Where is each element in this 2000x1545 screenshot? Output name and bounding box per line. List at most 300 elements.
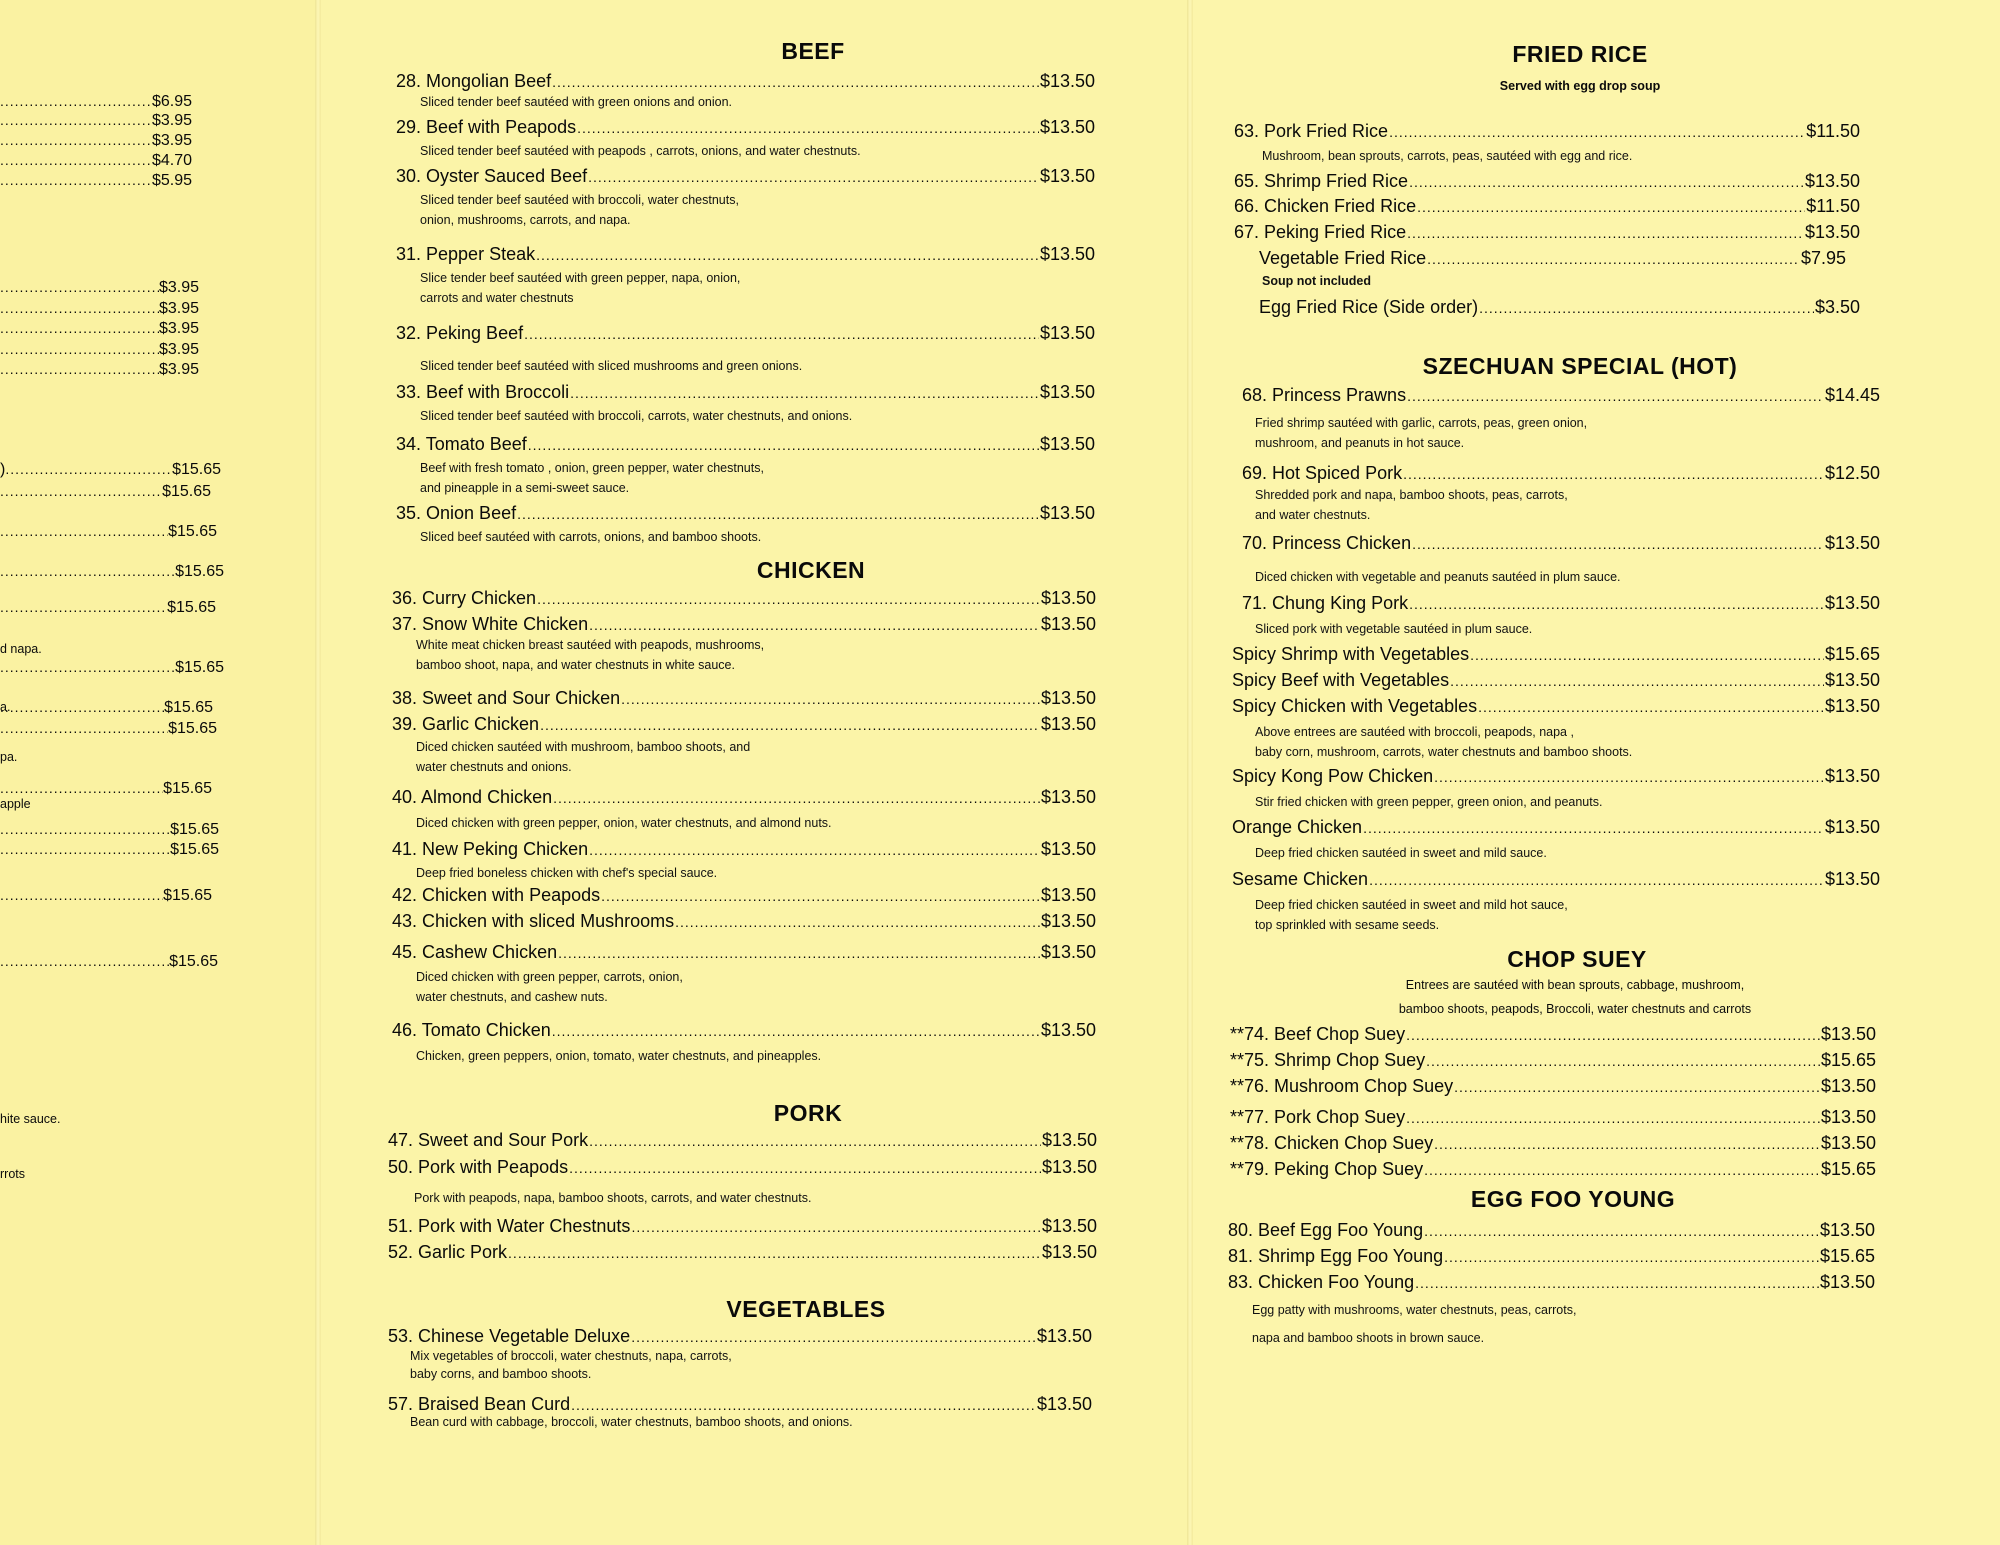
item-name: 35. Onion Beef bbox=[396, 503, 517, 523]
item-price: $15.65 bbox=[168, 720, 217, 737]
section-heading: PORK bbox=[773, 1100, 843, 1126]
item-price: $4.70 bbox=[151, 152, 192, 169]
dot-leader bbox=[0, 130, 152, 150]
item-price: $15.65 bbox=[175, 563, 224, 580]
item-name: 63. Pork Fried Rice bbox=[1234, 121, 1389, 141]
item-name: 47. Sweet and Sour Pork bbox=[388, 1130, 589, 1150]
item-price: $15.65 bbox=[168, 523, 217, 540]
item-name: Vegetable Fried Rice bbox=[1259, 248, 1427, 268]
cropped-description-fragment: d napa. bbox=[0, 642, 42, 656]
item-price: $14.45 bbox=[1824, 385, 1880, 405]
item-name: 57. Braised Bean Curd bbox=[388, 1394, 571, 1414]
item-price: $5.95 bbox=[151, 172, 192, 189]
item-name: Spicy Chicken with Vegetables bbox=[1232, 696, 1478, 716]
cropped-menu-row bbox=[0, 885, 212, 906]
menu-item-36-curry-chicken bbox=[392, 587, 1096, 610]
dot-leader bbox=[0, 150, 152, 170]
item-description: Sliced tender beef sautéed with broccoli, water chestnuts, bbox=[420, 193, 739, 207]
dot-leader bbox=[0, 561, 175, 581]
item-description: Stir fried chicken with green pepper, green onion, and peanuts. bbox=[1255, 795, 1603, 809]
item-price: $13.50 bbox=[1039, 244, 1095, 264]
dot-leader bbox=[1450, 670, 1824, 692]
menu-item-57-braised-bean-curd bbox=[388, 1393, 1092, 1416]
item-price: $3.50 bbox=[1814, 297, 1860, 317]
menu-item-68-princess-prawns bbox=[1242, 384, 1880, 407]
item-name: 33. Beef with Broccoli bbox=[396, 382, 570, 402]
item-price: $13.50 bbox=[1041, 1216, 1097, 1236]
item-name: **79. Peking Chop Suey bbox=[1230, 1159, 1424, 1179]
item-name: 30. Oyster Sauced Beef bbox=[396, 166, 588, 186]
item-price: $13.50 bbox=[1040, 714, 1096, 734]
dot-leader bbox=[536, 244, 1039, 266]
item-name: 53. Chinese Vegetable Deluxe bbox=[388, 1326, 631, 1346]
item-price: $13.50 bbox=[1824, 696, 1880, 716]
item-description: and pineapple in a semi-sweet sauce. bbox=[420, 481, 630, 495]
section-intro: Entrees are sautéed with bean sprouts, cabbage, mushroom, bbox=[1405, 978, 1745, 992]
cropped-menu-row bbox=[0, 521, 217, 542]
section-heading: SZECHUAN SPECIAL (HOT) bbox=[1422, 353, 1738, 379]
item-price: $3.95 bbox=[158, 279, 199, 296]
dot-leader bbox=[570, 382, 1039, 404]
dot-leader bbox=[1369, 869, 1824, 891]
item-price: $13.50 bbox=[1820, 1133, 1876, 1153]
item-name: 69. Hot Spiced Pork bbox=[1242, 463, 1403, 483]
item-name: Spicy Shrimp with Vegetables bbox=[1232, 644, 1470, 664]
dot-leader bbox=[589, 614, 1040, 636]
dot-leader bbox=[552, 1020, 1040, 1042]
item-price: $13.50 bbox=[1041, 1157, 1097, 1177]
menu-item-70-princess-chicken bbox=[1242, 532, 1880, 555]
item-description: Deep fried boneless chicken with chef's special sauce. bbox=[416, 866, 718, 880]
menu-item-spicy-beef-with-vegetables bbox=[1232, 669, 1880, 692]
dot-leader bbox=[540, 714, 1040, 736]
item-price: $11.50 bbox=[1806, 121, 1860, 141]
dot-leader bbox=[1363, 817, 1824, 839]
cropped-menu-row bbox=[0, 318, 199, 339]
item-description: Sliced tender beef sautéed with broccoli, carrots, water chestnuts, and onions. bbox=[420, 409, 853, 423]
menu-item-30-oyster-sauced-beef bbox=[396, 165, 1095, 188]
item-name: 71. Chung King Pork bbox=[1242, 593, 1409, 613]
item-name: 83. Chicken Foo Young bbox=[1228, 1272, 1415, 1292]
dot-leader bbox=[1434, 1133, 1820, 1155]
menu-item-31-pepper-steak bbox=[396, 243, 1095, 266]
item-price: $3.95 bbox=[158, 320, 199, 337]
menu-item-32-peking-beef bbox=[396, 322, 1095, 345]
dot-leader bbox=[1454, 1076, 1820, 1098]
item-price: $13.50 bbox=[1040, 688, 1096, 708]
item-price: $13.50 bbox=[1820, 1024, 1876, 1044]
dot-leader bbox=[0, 277, 159, 297]
menu-item-74-beef-chop-suey bbox=[1230, 1023, 1876, 1046]
item-name: 68. Princess Prawns bbox=[1242, 385, 1407, 405]
item-name: 41. New Peking Chicken bbox=[392, 839, 589, 859]
item-description: Fried shrimp sautéed with garlic, carrots, peas, green onion, bbox=[1255, 416, 1588, 430]
item-name: 29. Beef with Peapods bbox=[396, 117, 577, 137]
item-price: $13.50 bbox=[1819, 1220, 1875, 1240]
section-heading: CHOP SUEY bbox=[1507, 946, 1647, 972]
dot-leader bbox=[1470, 644, 1824, 666]
item-name: 36. Curry Chicken bbox=[392, 588, 537, 608]
item-price: $13.50 bbox=[1040, 614, 1096, 634]
dot-leader bbox=[588, 166, 1039, 188]
item-price: $15.65 bbox=[1819, 1246, 1875, 1266]
menu-item-81-shrimp-egg-foo-young bbox=[1228, 1245, 1875, 1268]
item-price: $13.50 bbox=[1040, 839, 1096, 859]
dot-leader bbox=[0, 318, 159, 338]
item-price: $13.50 bbox=[1039, 71, 1095, 91]
menu-item-38-sweet-and-sour-chicken bbox=[392, 687, 1096, 710]
dot-leader bbox=[0, 697, 164, 717]
cropped-description-fragment: rrots bbox=[0, 1167, 25, 1181]
dot-leader bbox=[508, 1242, 1041, 1264]
cropped-description-fragment: apple bbox=[0, 797, 31, 811]
cropped-menu-row bbox=[0, 951, 218, 972]
item-description: top sprinkled with sesame seeds. bbox=[1255, 918, 1440, 932]
item-price: $15.65 bbox=[1820, 1159, 1876, 1179]
section-subheading: Served with egg drop soup bbox=[1499, 79, 1661, 93]
item-name: 42. Chicken with Peapods bbox=[392, 885, 601, 905]
item-price: $13.50 bbox=[1804, 222, 1860, 242]
item-description: Slice tender beef sautéed with green pepper, napa, onion, bbox=[420, 271, 741, 285]
menu-item-75-shrimp-chop-suey bbox=[1230, 1049, 1876, 1072]
menu-item-45-cashew-chicken bbox=[392, 941, 1096, 964]
item-description: Above entrees are sautéed with broccoli, peapods, napa , bbox=[1255, 725, 1574, 739]
item-name: 81. Shrimp Egg Foo Young bbox=[1228, 1246, 1444, 1266]
dot-leader bbox=[1403, 463, 1824, 485]
item-description: bamboo shoot, napa, and water chestnuts in white sauce. bbox=[416, 658, 735, 672]
cropped-description-fragment: a. bbox=[0, 700, 11, 714]
dot-leader bbox=[0, 718, 168, 738]
item-description: Pork with peapods, napa, bamboo shoots, carrots, and water chestnuts. bbox=[414, 1191, 812, 1205]
menu-item-71-chung-king-pork bbox=[1242, 592, 1880, 615]
menu-item-spicy-shrimp-with-vegetables bbox=[1232, 643, 1880, 666]
dot-leader bbox=[0, 339, 159, 359]
item-price: $13.50 bbox=[1039, 117, 1095, 137]
menu-item-33-beef-with-broccoli bbox=[396, 381, 1095, 404]
item-price: $11.50 bbox=[1806, 196, 1860, 216]
dot-leader bbox=[621, 688, 1040, 710]
item-description: Mix vegetables of broccoli, water chestnuts, napa, carrots, bbox=[410, 1349, 732, 1363]
dot-leader bbox=[0, 521, 168, 541]
item-name: 38. Sweet and Sour Chicken bbox=[392, 688, 621, 708]
menu-item-80-beef-egg-foo-young bbox=[1228, 1219, 1875, 1242]
cropped-menu-row bbox=[0, 778, 212, 799]
menu-item-spicy-chicken-with-vegetables bbox=[1232, 695, 1880, 718]
dot-leader bbox=[0, 657, 175, 677]
menu-item-vegetable-fried-rice bbox=[1259, 247, 1846, 270]
item-price: $3.95 bbox=[158, 361, 199, 378]
menu-item-67-peking-fried-rice bbox=[1234, 221, 1860, 244]
dot-leader bbox=[517, 503, 1039, 525]
dot-leader bbox=[1434, 766, 1824, 788]
dot-leader bbox=[0, 885, 163, 905]
menu-item-28-mongolian-beef bbox=[396, 70, 1095, 93]
item-description: Shredded pork and napa, bamboo shoots, peas, carrots, bbox=[1255, 488, 1568, 502]
dot-leader bbox=[0, 298, 159, 318]
cropped-menu-row bbox=[0, 150, 192, 171]
dot-leader bbox=[0, 110, 152, 130]
menu-item-63-pork-fried-rice bbox=[1234, 120, 1860, 143]
dot-leader bbox=[675, 911, 1040, 933]
cropped-menu-row bbox=[0, 91, 192, 112]
menu-item-46-tomato-chicken bbox=[392, 1019, 1096, 1042]
item-description: Deep fried chicken sautéed in sweet and mild hot sauce, bbox=[1255, 898, 1568, 912]
item-price: $15.65 bbox=[167, 599, 216, 616]
item-price: $3.95 bbox=[151, 112, 192, 129]
dot-leader bbox=[0, 170, 152, 190]
menu-item-egg-fried-rice-side-order bbox=[1259, 296, 1860, 319]
dot-leader bbox=[1407, 222, 1804, 244]
item-price: $13.50 bbox=[1824, 766, 1880, 786]
item-name: **77. Pork Chop Suey bbox=[1230, 1107, 1406, 1127]
dot-leader bbox=[0, 839, 170, 859]
item-name: Spicy Beef with Vegetables bbox=[1232, 670, 1450, 690]
cropped-menu-row bbox=[0, 130, 192, 151]
dot-leader bbox=[1426, 1050, 1820, 1072]
cropped-item-fragment: ) bbox=[0, 461, 6, 478]
menu-item-76-mushroom-chop-suey bbox=[1230, 1075, 1876, 1098]
menu-item-sesame-chicken bbox=[1232, 868, 1880, 891]
cropped-description-fragment: pa. bbox=[0, 750, 18, 764]
item-price: $13.50 bbox=[1041, 1130, 1097, 1150]
item-name: 46. Tomato Chicken bbox=[392, 1020, 551, 1040]
dot-leader bbox=[0, 91, 152, 111]
section-heading: EGG FOO YOUNG bbox=[1470, 1186, 1676, 1212]
item-price: $15.65 bbox=[175, 659, 224, 676]
dot-leader bbox=[631, 1216, 1041, 1238]
dot-leader bbox=[1424, 1220, 1819, 1242]
item-price: $15.65 bbox=[164, 699, 213, 716]
item-description: water chestnuts, and cashew nuts. bbox=[416, 990, 608, 1004]
item-name: 65. Shrimp Fried Rice bbox=[1234, 171, 1409, 191]
item-name: 70. Princess Chicken bbox=[1242, 533, 1412, 553]
item-name: 66. Chicken Fried Rice bbox=[1234, 196, 1417, 216]
dot-leader bbox=[571, 1394, 1036, 1416]
item-description: Chicken, green peppers, onion, tomato, water chestnuts, and pineapples. bbox=[416, 1049, 822, 1063]
item-name: 50. Pork with Peapods bbox=[388, 1157, 569, 1177]
item-price: $15.65 bbox=[1820, 1050, 1876, 1070]
dot-leader bbox=[589, 1130, 1041, 1152]
item-price: $12.50 bbox=[1824, 463, 1880, 483]
dot-leader bbox=[601, 885, 1040, 907]
menu-item-42-chicken-with-peapods bbox=[392, 884, 1096, 907]
item-price: $15.65 bbox=[163, 780, 212, 797]
dot-leader bbox=[528, 434, 1039, 456]
dot-leader bbox=[1444, 1246, 1819, 1268]
item-name: 40. Almond Chicken bbox=[392, 787, 553, 807]
dot-leader bbox=[537, 588, 1040, 610]
cropped-menu-row bbox=[0, 697, 213, 718]
item-name: 34. Tomato Beef bbox=[396, 434, 527, 454]
item-price: $15.65 bbox=[163, 887, 212, 904]
section-heading: CHICKEN bbox=[756, 557, 866, 583]
item-price: $13.50 bbox=[1040, 787, 1096, 807]
dot-leader bbox=[569, 1157, 1041, 1179]
item-price: $13.50 bbox=[1040, 885, 1096, 905]
dot-leader bbox=[524, 323, 1039, 345]
menu-item-41-new-peking-chicken bbox=[392, 838, 1096, 861]
item-price: $13.50 bbox=[1039, 166, 1095, 186]
item-description: Diced chicken sautéed with mushroom, bamboo shoots, and bbox=[416, 740, 751, 754]
dot-leader bbox=[1406, 1107, 1820, 1129]
item-price: $13.50 bbox=[1824, 817, 1880, 837]
item-description: mushroom, and peanuts in hot sauce. bbox=[1255, 436, 1465, 450]
cropped-menu-row bbox=[0, 819, 219, 840]
cropped-menu-row bbox=[0, 359, 199, 380]
item-price: $13.50 bbox=[1039, 434, 1095, 454]
item-price: $3.95 bbox=[158, 341, 199, 358]
menu-item-37-snow-white-chicken bbox=[392, 613, 1096, 636]
menu-item-83-chicken-foo-young bbox=[1228, 1271, 1875, 1294]
dot-leader bbox=[1407, 385, 1824, 407]
cropped-description-fragment: hite sauce. bbox=[0, 1112, 61, 1126]
item-description: Diced chicken with green pepper, onion, water chestnuts, and almond nuts. bbox=[416, 816, 832, 830]
item-description: Deep fried chicken sautéed in sweet and mild sauce. bbox=[1255, 846, 1547, 860]
item-price: $13.50 bbox=[1040, 942, 1096, 962]
item-price: $15.65 bbox=[170, 821, 219, 838]
item-name: 31. Pepper Steak bbox=[396, 244, 536, 264]
menu-item-29-beef-with-peapods bbox=[396, 116, 1095, 139]
item-description: napa and bamboo shoots in brown sauce. bbox=[1252, 1331, 1485, 1345]
menu-item-53-chinese-vegetable-deluxe bbox=[388, 1325, 1092, 1348]
dot-leader bbox=[589, 839, 1040, 861]
cropped-menu-row bbox=[0, 839, 219, 860]
page-fold bbox=[315, 0, 321, 1545]
item-price: $13.50 bbox=[1039, 323, 1095, 343]
item-description: Sliced beef sautéed with carrots, onions, and bamboo shoots. bbox=[420, 530, 762, 544]
cropped-menu-row bbox=[0, 277, 199, 298]
left-panel bbox=[0, 0, 318, 1545]
section-heading: BEEF bbox=[781, 38, 845, 64]
item-name: 45. Cashew Chicken bbox=[392, 942, 558, 962]
cropped-menu-row bbox=[0, 298, 199, 319]
item-price: $13.50 bbox=[1824, 593, 1880, 613]
dot-leader bbox=[0, 951, 169, 971]
item-name: Sesame Chicken bbox=[1232, 869, 1369, 889]
item-price: $15.65 bbox=[1824, 644, 1880, 664]
item-price: $13.50 bbox=[1036, 1326, 1092, 1346]
item-price: $13.50 bbox=[1824, 533, 1880, 553]
item-name: **78. Chicken Chop Suey bbox=[1230, 1133, 1434, 1153]
dot-leader bbox=[558, 942, 1040, 964]
item-description: baby corns, and bamboo shoots. bbox=[410, 1367, 592, 1381]
item-name: 51. Pork with Water Chestnuts bbox=[388, 1216, 631, 1236]
item-description: baby corn, mushroom, carrots, water chestnuts and bamboo shoots. bbox=[1255, 745, 1633, 759]
item-description: Sliced tender beef sautéed with green onions and onion. bbox=[420, 95, 733, 109]
dot-leader bbox=[1424, 1159, 1820, 1181]
item-description: water chestnuts and onions. bbox=[416, 760, 572, 774]
cropped-menu-row bbox=[0, 657, 224, 678]
dot-leader bbox=[1406, 1024, 1820, 1046]
dot-leader bbox=[0, 819, 170, 839]
dot-leader bbox=[1417, 196, 1805, 218]
menu-item-47-sweet-and-sour-pork bbox=[388, 1129, 1097, 1152]
menu-item-78-chicken-chop-suey bbox=[1230, 1132, 1876, 1155]
dot-leader bbox=[1479, 297, 1814, 319]
item-description: Diced chicken with green pepper, carrots, onion, bbox=[416, 970, 683, 984]
item-name: 80. Beef Egg Foo Young bbox=[1228, 1220, 1424, 1240]
cropped-menu-row bbox=[0, 718, 217, 739]
item-name: Spicy Kong Pow Chicken bbox=[1232, 766, 1434, 786]
menu-item-52-garlic-pork bbox=[388, 1241, 1097, 1264]
item-price: $3.95 bbox=[158, 300, 199, 317]
dot-leader bbox=[577, 117, 1039, 139]
dot-leader bbox=[0, 481, 162, 501]
item-name: Orange Chicken bbox=[1232, 817, 1363, 837]
section-intro: bamboo shoots, peapods, Broccoli, water chestnuts and carrots bbox=[1398, 1002, 1752, 1016]
item-description: Sliced tender beef sautéed with sliced mushrooms and green onions. bbox=[420, 359, 803, 373]
menu-item-39-garlic-chicken bbox=[392, 713, 1096, 736]
item-name: **76. Mushroom Chop Suey bbox=[1230, 1076, 1454, 1096]
cropped-menu-row bbox=[0, 110, 192, 131]
dot-leader bbox=[552, 71, 1039, 93]
cropped-menu-row bbox=[0, 170, 192, 191]
dot-leader bbox=[1412, 533, 1824, 555]
menu-item-40-almond-chicken bbox=[392, 786, 1096, 809]
item-price: $13.50 bbox=[1041, 1242, 1097, 1262]
item-name: **74. Beef Chop Suey bbox=[1230, 1024, 1406, 1044]
item-price: $15.65 bbox=[172, 461, 221, 478]
item-price: $13.50 bbox=[1804, 171, 1860, 191]
item-price: $13.50 bbox=[1039, 503, 1095, 523]
item-name: 67. Peking Fried Rice bbox=[1234, 222, 1407, 242]
item-name: 52. Garlic Pork bbox=[388, 1242, 508, 1262]
menu-item-spicy-kong-pow-chicken bbox=[1232, 765, 1880, 788]
menu-item-34-tomato-beef bbox=[396, 433, 1095, 456]
dot-leader bbox=[1409, 171, 1804, 193]
item-description: Egg patty with mushrooms, water chestnuts, peas, carrots, bbox=[1252, 1303, 1577, 1317]
dot-leader bbox=[631, 1326, 1036, 1348]
dot-leader bbox=[0, 597, 167, 617]
page-fold bbox=[1187, 0, 1193, 1545]
menu-item-77-pork-chop-suey bbox=[1230, 1106, 1876, 1129]
item-name: Egg Fried Rice (Side order) bbox=[1259, 297, 1479, 317]
note-text: Soup not included bbox=[1262, 274, 1372, 288]
menu-item-50-pork-with-peapods bbox=[388, 1156, 1097, 1179]
menu-item-66-chicken-fried-rice bbox=[1234, 195, 1860, 218]
item-price: $13.50 bbox=[1820, 1107, 1876, 1127]
item-name: 28. Mongolian Beef bbox=[396, 71, 552, 91]
item-price: $15.65 bbox=[170, 841, 219, 858]
item-price: $13.50 bbox=[1040, 588, 1096, 608]
menu-item-69-hot-spiced-pork bbox=[1242, 462, 1880, 485]
item-description: carrots and water chestnuts bbox=[420, 291, 574, 305]
item-price: $13.50 bbox=[1036, 1394, 1092, 1414]
item-price: $13.50 bbox=[1824, 670, 1880, 690]
section-heading: VEGETABLES bbox=[726, 1296, 886, 1322]
item-name: 37. Snow White Chicken bbox=[392, 614, 589, 634]
item-description: Bean curd with cabbage, broccoli, water chestnuts, bamboo shoots, and onions. bbox=[410, 1415, 853, 1429]
dot-leader bbox=[553, 787, 1040, 809]
cropped-menu-row bbox=[0, 597, 216, 618]
item-price: $13.50 bbox=[1040, 911, 1096, 931]
menu-item-79-peking-chop-suey bbox=[1230, 1158, 1876, 1181]
menu-item-65-shrimp-fried-rice bbox=[1234, 170, 1860, 193]
menu-item-35-onion-beef bbox=[396, 502, 1095, 525]
item-name: **75. Shrimp Chop Suey bbox=[1230, 1050, 1426, 1070]
item-description: onion, mushrooms, carrots, and napa. bbox=[420, 213, 631, 227]
menu-item-51-pork-with-water-chestnuts bbox=[388, 1215, 1097, 1238]
dot-leader bbox=[0, 359, 159, 379]
cropped-menu-row bbox=[0, 481, 211, 502]
menu-item-43-chicken-with-sliced-mushrooms bbox=[392, 910, 1096, 933]
item-description: White meat chicken breast sautéed with peapods, mushrooms, bbox=[416, 638, 765, 652]
item-price: $13.50 bbox=[1040, 1020, 1096, 1040]
dot-leader bbox=[1427, 248, 1800, 270]
item-description: and water chestnuts. bbox=[1255, 508, 1371, 522]
item-price: $13.50 bbox=[1824, 869, 1880, 889]
dot-leader bbox=[1409, 593, 1824, 615]
